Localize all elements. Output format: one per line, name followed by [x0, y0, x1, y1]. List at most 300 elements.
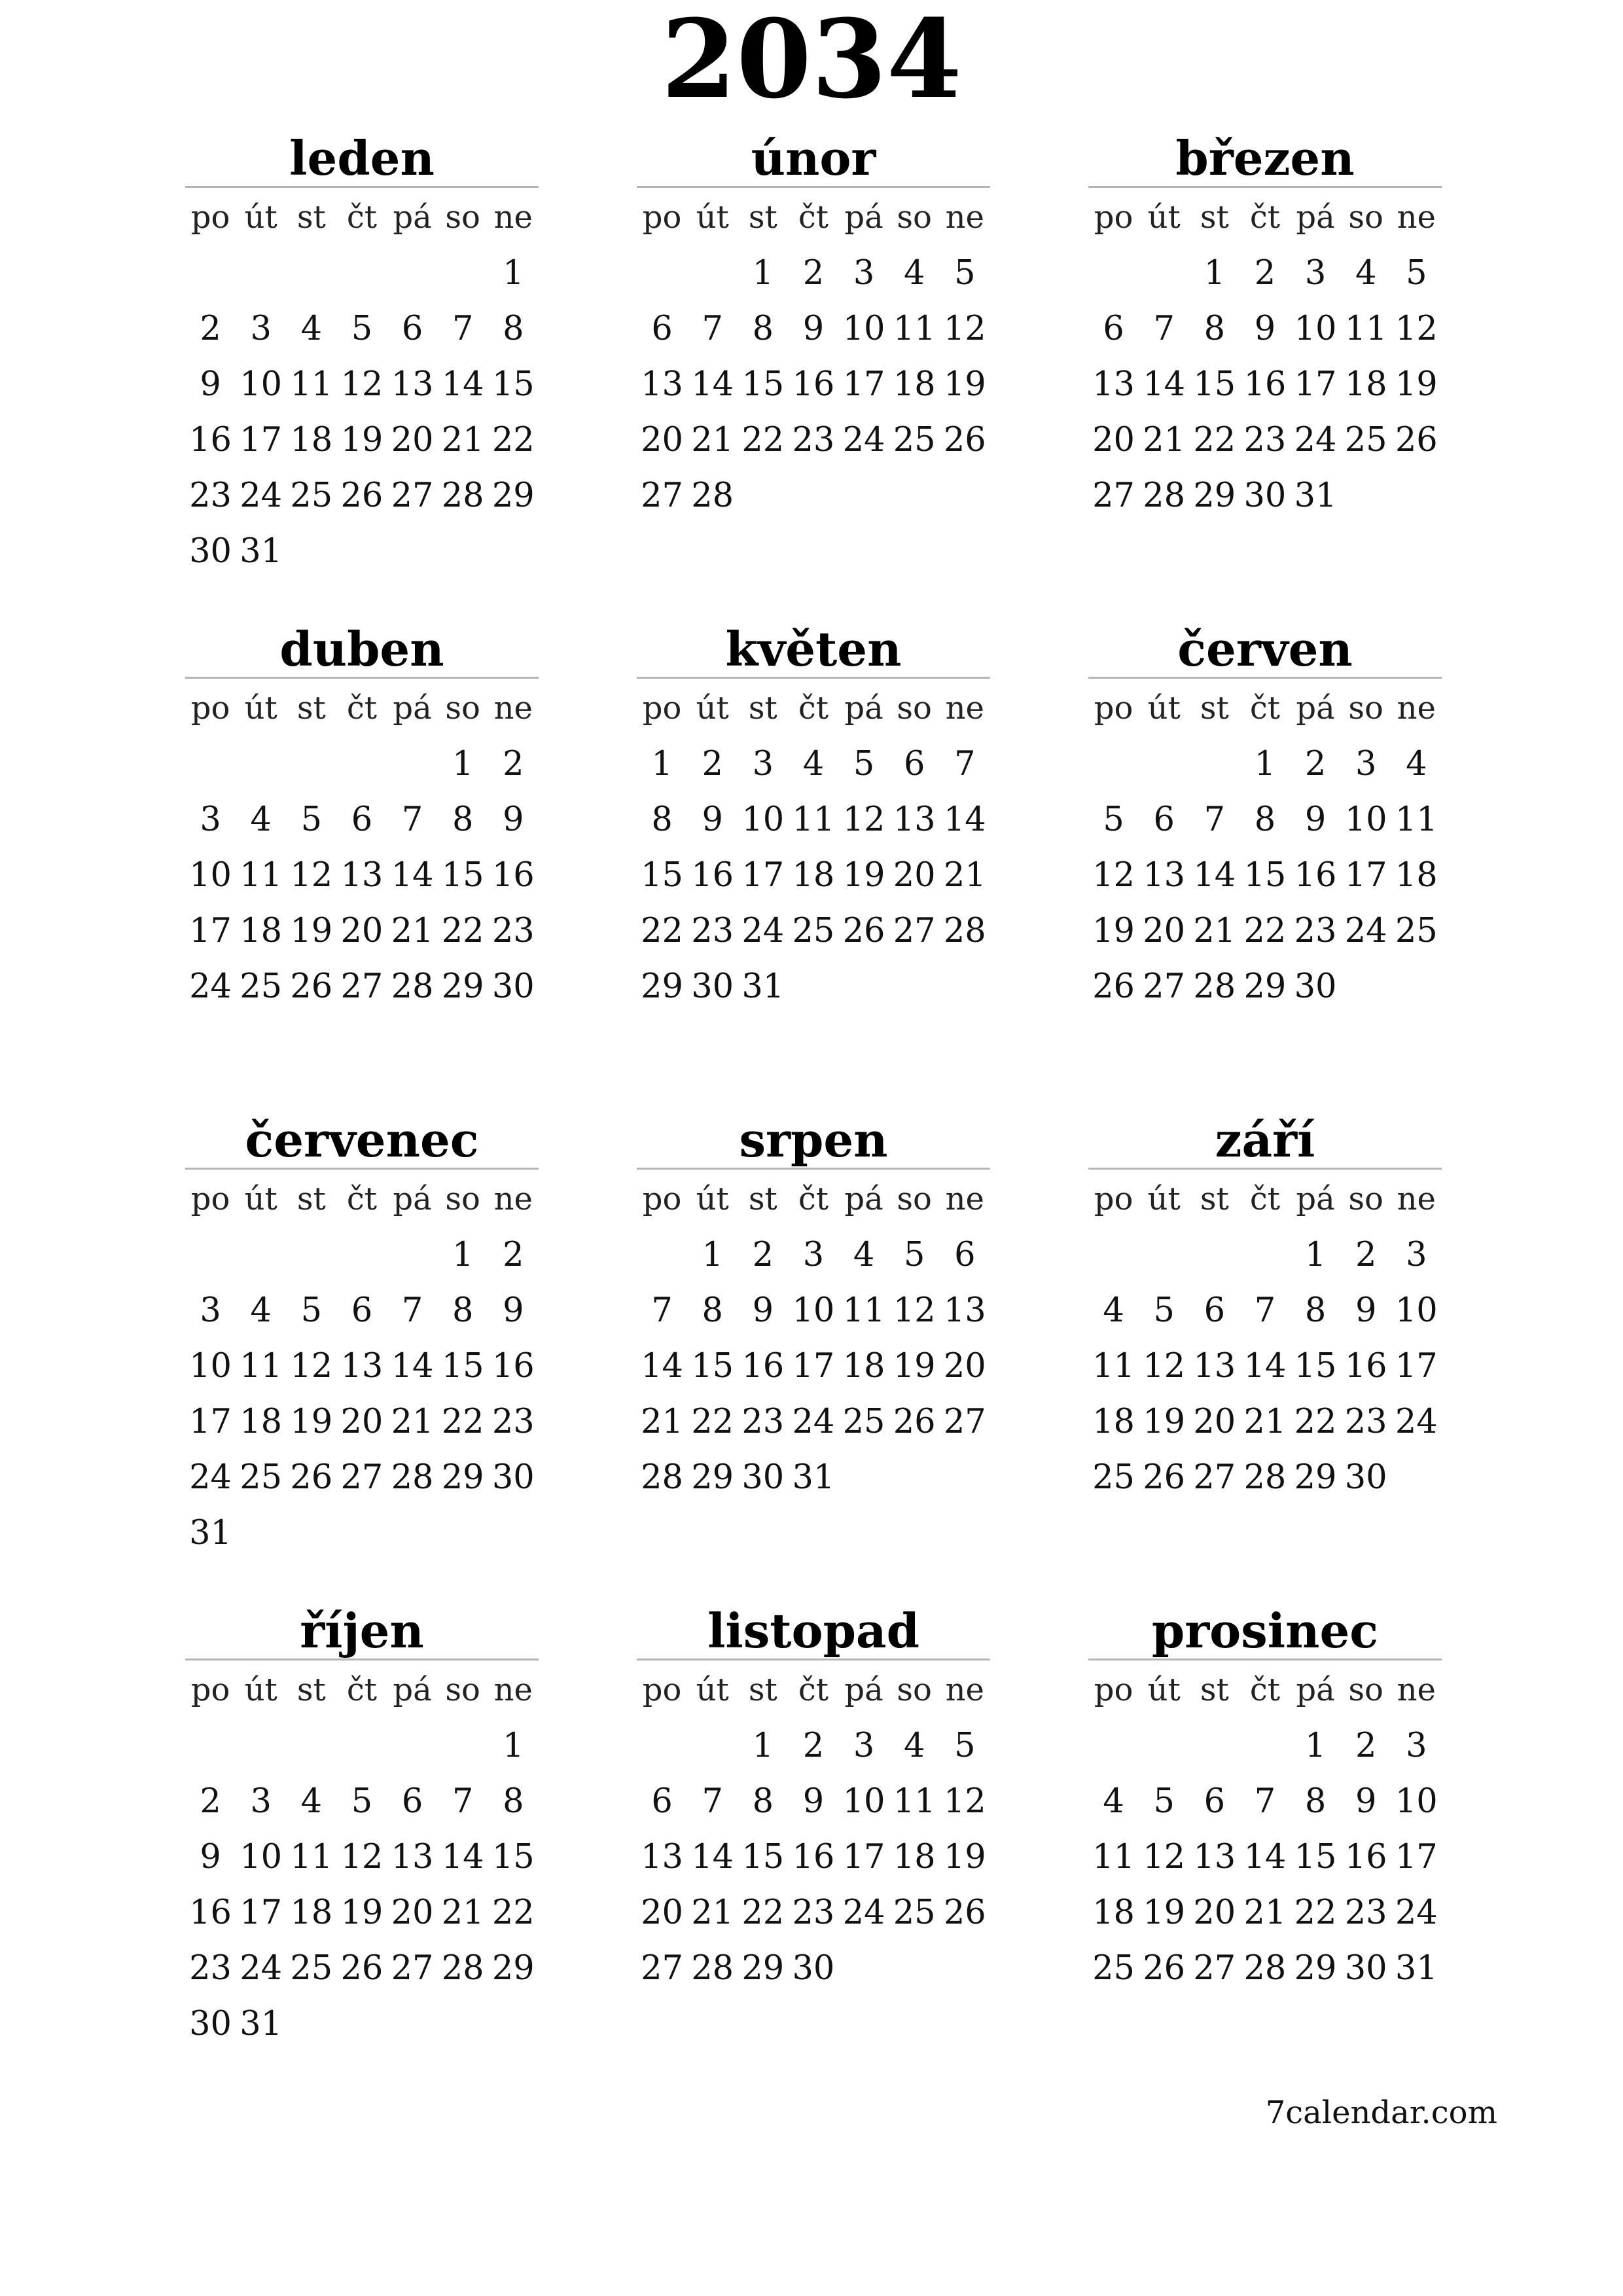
weekday-label: po [190, 1672, 230, 1708]
week-row [185, 1885, 539, 1941]
day-cell: 4 [250, 1291, 272, 1330]
day-cell: 8 [752, 310, 774, 348]
day-cell: 11 [1092, 1838, 1135, 1876]
weekday-label: út [244, 199, 277, 236]
day-cell: 8 [1204, 310, 1226, 348]
day-cell: 6 [1204, 1291, 1226, 1330]
day-cell: 23 [1243, 421, 1287, 459]
day-cell [336, 736, 387, 792]
day-cell: 26 [290, 1458, 333, 1497]
day-cell [185, 736, 236, 792]
day-cell: 8 [503, 310, 524, 348]
week-row [637, 792, 990, 848]
day-cell: 15 [641, 856, 684, 895]
weekday-label: čt [1249, 690, 1281, 726]
day-cell: 29 [441, 1458, 484, 1497]
day-cell [1391, 1450, 1442, 1505]
day-cell: 6 [401, 1782, 423, 1821]
day-cell: 20 [893, 856, 936, 895]
day-cell [1139, 245, 1189, 301]
day-cell [1391, 468, 1442, 524]
weekday-label: út [696, 1181, 729, 1217]
day-cell: 17 [842, 1838, 885, 1876]
week-row [637, 468, 990, 524]
day-cell: 19 [1395, 365, 1438, 404]
weekday-label: po [642, 1672, 682, 1708]
week-row [1088, 1394, 1442, 1450]
day-cell: 24 [792, 1403, 835, 1441]
day-cell [1139, 736, 1189, 792]
day-cell: 22 [641, 912, 684, 950]
weekday-label: st [296, 1181, 326, 1217]
day-cell: 15 [491, 365, 535, 404]
day-cell: 24 [189, 1458, 232, 1497]
footer-site-label: 7calendar.com [1265, 2094, 1497, 2131]
day-cell [438, 1996, 488, 2052]
weekday-label: čt [346, 690, 378, 726]
day-cell [336, 1996, 387, 2052]
day-cell: 7 [1153, 310, 1175, 348]
day-cell: 16 [691, 856, 734, 895]
month-header [185, 1597, 539, 1662]
day-cell: 1 [651, 745, 673, 783]
day-cell: 12 [842, 800, 885, 839]
month-header [637, 124, 990, 190]
week-row [185, 245, 539, 301]
day-cell [1088, 1718, 1139, 1774]
day-cell: 9 [1304, 800, 1327, 839]
month-divider [637, 677, 990, 679]
day-cell: 22 [491, 1893, 535, 1932]
month-name: listopad [707, 1603, 919, 1659]
day-cell: 8 [1304, 1782, 1327, 1821]
weekday-label: po [190, 1181, 230, 1217]
day-cell: 26 [290, 967, 333, 1006]
day-cell [940, 468, 990, 524]
month-header [1088, 1597, 1442, 1662]
day-cell: 9 [503, 800, 524, 839]
day-cell: 8 [1254, 800, 1276, 839]
day-cell: 16 [1344, 1347, 1387, 1386]
day-cell: 1 [1204, 254, 1226, 293]
month-divider [1088, 1659, 1442, 1660]
day-cell: 29 [491, 1949, 535, 1988]
day-cell: 17 [741, 856, 785, 895]
weekday-label: po [190, 199, 230, 236]
week-row [185, 357, 539, 412]
day-cell: 26 [1143, 1949, 1186, 1988]
day-cell: 1 [503, 1727, 524, 1765]
day-cell: 3 [802, 1236, 825, 1274]
day-cell: 22 [1294, 1403, 1337, 1441]
day-cell: 27 [1193, 1458, 1236, 1497]
month-header [1088, 615, 1442, 681]
day-cell: 28 [441, 476, 484, 515]
month-block [637, 124, 990, 596]
day-cell [1189, 736, 1240, 792]
day-cell: 15 [1294, 1347, 1337, 1386]
week-row [185, 1450, 539, 1505]
weekday-label: po [642, 690, 682, 726]
day-cell: 1 [752, 254, 774, 293]
day-cell: 20 [391, 1893, 434, 1932]
day-cell: 28 [1193, 967, 1236, 1006]
week-row [637, 1227, 990, 1283]
day-cell [387, 1996, 438, 2052]
day-cell: 2 [1304, 745, 1327, 783]
day-cell: 9 [702, 800, 723, 839]
day-cell: 27 [340, 967, 383, 1006]
day-cell: 11 [842, 1291, 885, 1330]
day-cell: 14 [441, 365, 484, 404]
day-cell: 12 [1143, 1347, 1186, 1386]
day-cell: 7 [1254, 1291, 1276, 1330]
day-cell: 9 [200, 1838, 221, 1876]
day-cell: 13 [1193, 1347, 1236, 1386]
day-cell [687, 1718, 738, 1774]
day-cell: 4 [1103, 1782, 1124, 1821]
day-cell: 31 [792, 1458, 835, 1497]
weekday-header-row [1088, 190, 1442, 245]
day-cell: 15 [741, 1838, 785, 1876]
day-cell [438, 524, 488, 579]
day-cell: 24 [240, 1949, 283, 1988]
day-cell: 2 [503, 745, 524, 783]
day-cell: 21 [1193, 912, 1236, 950]
month-block [637, 1597, 990, 2068]
day-cell: 21 [1243, 1403, 1287, 1441]
day-cell [889, 468, 940, 524]
month-block [1088, 615, 1442, 1086]
day-cell: 5 [903, 1236, 925, 1274]
weekday-header-row [185, 681, 539, 736]
day-cell [286, 524, 336, 579]
week-row [1088, 1338, 1442, 1394]
day-cell: 6 [351, 1291, 373, 1330]
day-cell: 7 [401, 1291, 423, 1330]
month-header [185, 615, 539, 681]
day-cell: 24 [842, 421, 885, 459]
day-cell: 16 [741, 1347, 785, 1386]
day-cell: 13 [641, 365, 684, 404]
day-cell [1341, 468, 1391, 524]
day-cell: 9 [1355, 1782, 1377, 1821]
day-cell: 6 [954, 1236, 976, 1274]
week-row [1088, 792, 1442, 848]
day-cell: 18 [1395, 856, 1438, 895]
weekday-label: ne [1397, 690, 1436, 726]
week-row [1088, 959, 1442, 1014]
day-cell [286, 1227, 336, 1283]
weekday-label: pá [1296, 1181, 1335, 1217]
day-cell: 18 [290, 1893, 333, 1932]
day-cell: 5 [1153, 1782, 1175, 1821]
day-cell: 12 [1395, 310, 1438, 348]
weekday-label: ne [493, 1672, 533, 1708]
year-title: 2034 [661, 0, 962, 122]
day-cell: 28 [441, 1949, 484, 1988]
day-cell: 15 [691, 1347, 734, 1386]
day-cell: 5 [954, 1727, 976, 1765]
weekday-label: po [1094, 690, 1133, 726]
day-cell: 17 [1344, 856, 1387, 895]
day-cell [788, 468, 838, 524]
week-row [637, 959, 990, 1014]
day-cell: 30 [1344, 1458, 1387, 1497]
day-cell: 14 [441, 1838, 484, 1876]
day-cell: 18 [240, 1403, 283, 1441]
day-cell: 3 [250, 1782, 272, 1821]
day-cell [286, 1505, 336, 1561]
day-cell [839, 959, 889, 1014]
day-cell: 16 [1243, 365, 1287, 404]
day-cell: 19 [842, 856, 885, 895]
weekday-label: st [296, 199, 326, 236]
day-cell: 13 [893, 800, 936, 839]
day-cell: 19 [290, 912, 333, 950]
month-divider [185, 186, 539, 188]
day-cell [1391, 959, 1442, 1014]
day-cell: 23 [1294, 912, 1337, 950]
weekday-label: so [897, 1181, 932, 1217]
weekday-label: so [445, 690, 480, 726]
month-divider [1088, 186, 1442, 188]
day-cell: 12 [290, 1347, 333, 1386]
day-cell: 29 [491, 476, 535, 515]
day-cell: 9 [1355, 1291, 1377, 1330]
day-cell: 7 [954, 745, 976, 783]
day-cell: 19 [340, 1893, 383, 1932]
weekday-label: st [296, 690, 326, 726]
day-cell: 26 [1143, 1458, 1186, 1497]
day-cell: 27 [340, 1458, 383, 1497]
day-cell: 9 [802, 1782, 825, 1821]
day-cell: 25 [842, 1403, 885, 1441]
weekday-label: ne [945, 1672, 984, 1708]
day-cell: 18 [1092, 1893, 1135, 1932]
weekday-header-row [1088, 681, 1442, 736]
day-cell: 16 [491, 1347, 535, 1386]
weekday-label: út [696, 690, 729, 726]
weekday-label: ne [1397, 1181, 1436, 1217]
day-cell [1088, 736, 1139, 792]
day-cell: 23 [189, 476, 232, 515]
day-cell: 6 [903, 745, 925, 783]
day-cell: 9 [503, 1291, 524, 1330]
day-cell [488, 1996, 539, 2052]
day-cell: 21 [943, 856, 986, 895]
day-cell: 26 [893, 1403, 936, 1441]
day-cell: 1 [452, 745, 474, 783]
day-cell: 2 [702, 745, 723, 783]
day-cell: 4 [802, 745, 825, 783]
day-cell: 10 [189, 1347, 232, 1386]
week-row [1088, 1718, 1442, 1774]
day-cell: 22 [1193, 421, 1236, 459]
day-cell: 27 [893, 912, 936, 950]
month-name: červenec [245, 1112, 479, 1168]
weekday-label: čt [798, 690, 829, 726]
day-cell: 17 [1395, 1347, 1438, 1386]
day-cell [1240, 1718, 1290, 1774]
week-row [185, 301, 539, 357]
weekday-label: so [1348, 1672, 1383, 1708]
day-cell: 23 [691, 912, 734, 950]
day-cell: 5 [351, 310, 373, 348]
day-cell: 22 [441, 912, 484, 950]
day-cell [185, 1718, 236, 1774]
day-cell: 7 [702, 310, 723, 348]
week-row [1088, 357, 1442, 412]
day-cell: 5 [351, 1782, 373, 1821]
week-row [637, 1774, 990, 1829]
day-cell [488, 524, 539, 579]
week-row [185, 1338, 539, 1394]
day-cell [387, 524, 438, 579]
day-cell: 21 [391, 912, 434, 950]
week-row [185, 1774, 539, 1829]
day-cell: 24 [1294, 421, 1337, 459]
month-header [185, 124, 539, 190]
day-cell: 5 [1103, 800, 1124, 839]
week-row [185, 1505, 539, 1561]
day-cell [687, 245, 738, 301]
day-cell: 30 [741, 1458, 785, 1497]
weekday-header-row [1088, 1662, 1442, 1718]
weekday-label: čt [346, 1672, 378, 1708]
week-row [1088, 848, 1442, 903]
weekday-header-row [637, 190, 990, 245]
day-cell: 24 [842, 1893, 885, 1932]
day-cell: 6 [651, 310, 673, 348]
day-cell: 29 [1294, 1949, 1337, 1988]
day-cell: 4 [903, 254, 925, 293]
day-cell: 19 [893, 1347, 936, 1386]
month-name: srpen [739, 1112, 888, 1168]
day-cell: 3 [1406, 1236, 1427, 1274]
week-row [185, 468, 539, 524]
day-cell [839, 1450, 889, 1505]
week-row [185, 1996, 539, 2052]
day-cell: 20 [1092, 421, 1135, 459]
day-cell: 21 [391, 1403, 434, 1441]
day-cell: 21 [691, 1893, 734, 1932]
day-cell [1088, 1227, 1139, 1283]
weekday-header-row [637, 1172, 990, 1227]
week-row [1088, 1885, 1442, 1941]
day-cell: 30 [792, 1949, 835, 1988]
month-block [185, 124, 539, 596]
weekday-label: út [696, 1672, 729, 1708]
week-row [185, 903, 539, 959]
day-cell: 10 [792, 1291, 835, 1330]
day-cell: 23 [792, 421, 835, 459]
month-name: únor [751, 130, 876, 186]
day-cell: 24 [1395, 1893, 1438, 1932]
day-cell: 18 [842, 1347, 885, 1386]
weekday-label: čt [798, 199, 829, 236]
day-cell: 14 [1193, 856, 1236, 895]
day-cell: 23 [792, 1893, 835, 1932]
day-cell: 22 [691, 1403, 734, 1441]
day-cell [185, 1227, 236, 1283]
week-row [637, 412, 990, 468]
day-cell: 28 [391, 1458, 434, 1497]
weekday-label: so [445, 1181, 480, 1217]
day-cell: 12 [943, 310, 986, 348]
week-row [185, 1718, 539, 1774]
day-cell: 30 [1243, 476, 1287, 515]
day-cell: 24 [741, 912, 785, 950]
day-cell: 16 [1344, 1838, 1387, 1876]
day-cell [236, 1227, 286, 1283]
weekday-label: čt [1249, 199, 1281, 236]
weekday-label: so [897, 690, 932, 726]
week-row [637, 245, 990, 301]
week-row [1088, 1450, 1442, 1505]
day-cell: 21 [641, 1403, 684, 1441]
day-cell [1088, 245, 1139, 301]
day-cell: 5 [954, 254, 976, 293]
month-name: červen [1177, 621, 1353, 677]
week-row [1088, 1774, 1442, 1829]
day-cell: 11 [792, 800, 835, 839]
day-cell: 8 [702, 1291, 723, 1330]
week-row [637, 1283, 990, 1338]
day-cell [438, 1718, 488, 1774]
weekday-label: st [1200, 1672, 1229, 1708]
day-cell [336, 1505, 387, 1561]
day-cell: 4 [853, 1236, 875, 1274]
day-cell [438, 245, 488, 301]
day-cell: 15 [441, 1347, 484, 1386]
day-cell [236, 736, 286, 792]
day-cell: 29 [1294, 1458, 1337, 1497]
day-cell [387, 1505, 438, 1561]
day-cell: 5 [1153, 1291, 1175, 1330]
day-cell: 20 [641, 421, 684, 459]
day-cell: 12 [290, 856, 333, 895]
weekday-label: út [1147, 690, 1181, 726]
weekday-label: so [897, 199, 932, 236]
weekday-header-row [637, 1662, 990, 1718]
day-cell: 29 [441, 967, 484, 1006]
day-cell: 23 [491, 1403, 535, 1441]
day-cell: 5 [300, 800, 323, 839]
day-cell: 11 [1344, 310, 1387, 348]
month-divider [185, 1659, 539, 1660]
day-cell [286, 1996, 336, 2052]
day-cell: 15 [1193, 365, 1236, 404]
month-header [637, 1597, 990, 1662]
weekday-label: so [1348, 1181, 1383, 1217]
weekday-label: pá [844, 199, 883, 236]
day-cell: 11 [1395, 800, 1438, 839]
day-cell: 2 [200, 1782, 221, 1821]
day-cell: 27 [641, 1949, 684, 1988]
day-cell: 12 [340, 365, 383, 404]
weekday-label: st [296, 1672, 326, 1708]
day-cell: 23 [189, 1949, 232, 1988]
weekday-label: pá [1296, 1672, 1335, 1708]
day-cell: 7 [401, 800, 423, 839]
day-cell: 21 [441, 421, 484, 459]
day-cell [336, 1227, 387, 1283]
day-cell: 3 [200, 1291, 221, 1330]
day-cell: 4 [300, 310, 323, 348]
day-cell: 7 [651, 1291, 673, 1330]
day-cell: 8 [1304, 1291, 1327, 1330]
